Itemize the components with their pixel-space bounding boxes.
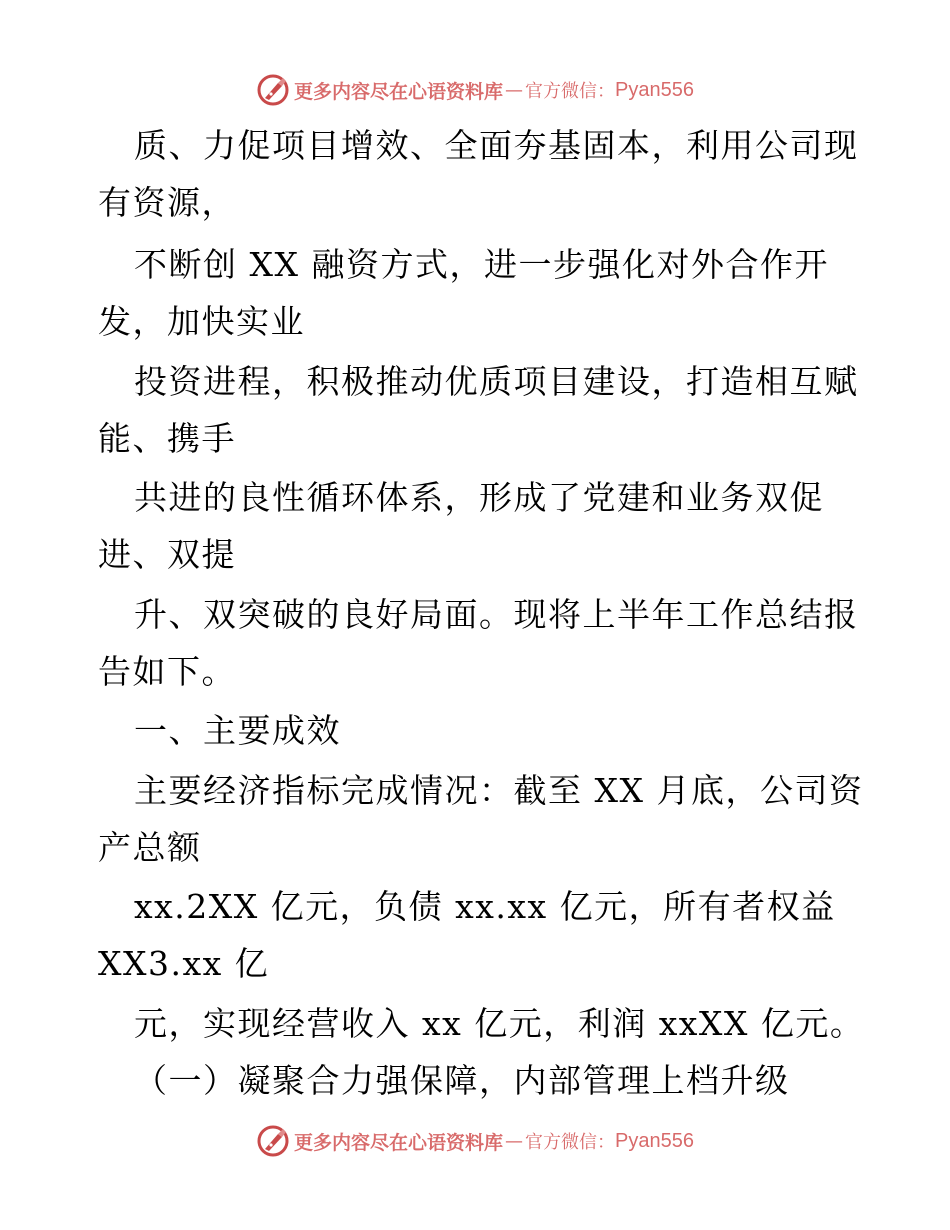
subsection-heading: （一）凝聚合力强保障，内部管理上档升级: [134, 1061, 790, 1100]
body-line: 不断创 XX 融资方式，进一步强化对外合作开: [134, 245, 829, 284]
body-line: 发，加快实业: [98, 302, 305, 341]
body-line: 升、双突破的良好局面。现将上半年工作总结报: [134, 595, 859, 634]
body-line: 投资进程，积极推动优质项目建设，打造相互赋: [134, 362, 859, 401]
section-heading: 一、主要成效: [134, 711, 341, 750]
body-line: 能、携手: [98, 419, 236, 458]
body-line: 共进的良性循环体系，形成了党建和业务双促: [134, 478, 824, 517]
pen-nib-logo-icon: [256, 1124, 290, 1158]
body-line: XX3.xx 亿: [98, 944, 270, 983]
footer-banner: [0, 1121, 950, 1161]
banner-wechat-id: Pyan556: [615, 1129, 694, 1152]
pen-nib-logo-icon: [256, 73, 290, 107]
body-line: 告如下。: [98, 652, 236, 691]
body-line: 进、双提: [98, 535, 236, 574]
body-line: xx.2XX 亿元，负债 xx.xx 亿元，所有者权益: [134, 887, 836, 926]
body-line: 产总额: [98, 828, 202, 867]
banner-site-name: 更多内容尽在心语资料库: [294, 1131, 504, 1154]
body-line: 质、力促项目增效、全面夯基固本，利用公司现: [134, 126, 859, 165]
banner-wechat-label: 官方微信：: [525, 81, 616, 102]
body-line: 主要经济指标完成情况：截至 XX 月底，公司资: [134, 771, 864, 810]
body-line: 元，实现经营收入 xx 亿元，利润 xxXX 亿元。: [134, 1004, 865, 1043]
banner-separator: —: [505, 1130, 524, 1152]
banner-separator: —: [505, 79, 524, 101]
banner-wechat-label: 官方微信：: [525, 1132, 616, 1153]
header-banner: [0, 70, 950, 110]
banner-wechat-id: Pyan556: [615, 78, 694, 101]
banner-site-name: 更多内容尽在心语资料库: [294, 80, 504, 103]
body-line: 有资源，: [98, 183, 236, 222]
